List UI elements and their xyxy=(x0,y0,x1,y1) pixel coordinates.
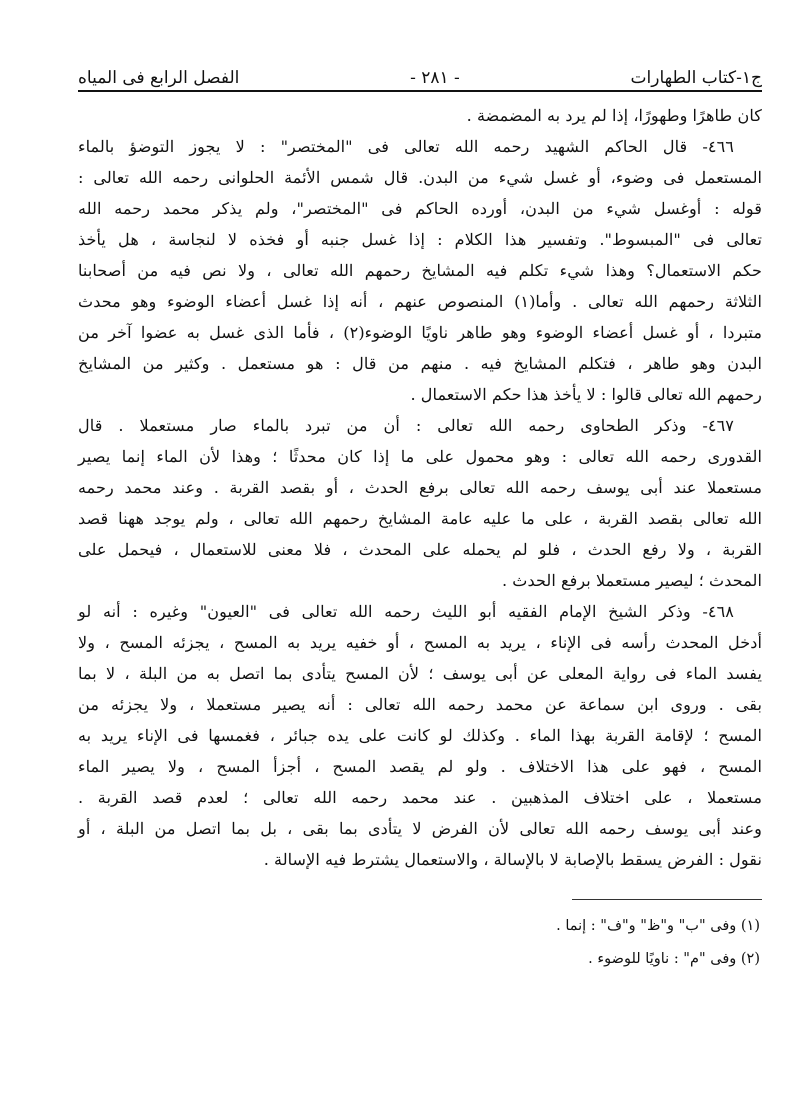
text-line: أدخل المحدث رأسه فى الإناء ، يريد به المسح ، أو خفيه يريد به المسح ، يجزئه المسح ، ولا xyxy=(78,633,762,652)
text-line: المستعمل فى وضوء، أو غسل شيء من البدن. قال شمس الأئمة الحلوانى رحمه الله تعالى : xyxy=(78,168,762,187)
running-header xyxy=(78,58,762,92)
text-line: مستعملا عند أبى يوسف رحمه الله تعالى برفع الحدث ، أو بقصد القربة . وعند محمد رحمه xyxy=(78,478,762,497)
footnotes xyxy=(78,910,762,976)
text-line: الثلاثة رحمهم الله تعالى . وأما(١) المنصوص عنهم ، أنه إذا غسل أعضاء الوضوء وهو محدث xyxy=(78,292,762,311)
header-book-title: ج١-كتاب الطهارات xyxy=(630,68,762,88)
text-line: المحدث ؛ ليصير مستعملا برفع الحدث . xyxy=(501,571,762,590)
paragraph xyxy=(78,100,762,131)
text-line: الله تعالى بقصد القربة ، على ما عليه عامة المشايخ رحمهم الله تعالى ، ولم يوجد ههنا قصد xyxy=(78,509,762,528)
footnote: (٢) وفى "م" : ناويًا للوضوء . xyxy=(588,951,760,967)
text-line: وعند أبى يوسف رحمه الله تعالى لأن الفرض لا يتأدى بما بقى ، بل بما اتصل من البلة ، أو xyxy=(78,819,762,838)
text-line: مستعملا ، على اختلاف المذهبين . عند محمد رحمه الله تعالى ؛ لعدم قصد القربة . xyxy=(78,788,762,807)
text-line: قوله : أوغسل شيء من البدن، أورده الحاكم فى "المختصر"، ولم يذكر محمد رحمه الله xyxy=(78,199,762,218)
text-line: ٤٦٧- وذكر الطحاوى رحمه الله تعالى : أن من تبرد بالماء صار مستعملا . قال xyxy=(78,416,734,435)
text-line: بقى . وروى ابن سماعة عن محمد رحمه الله تعالى : أنه يصير مستعملا ، ولا يجزئه من xyxy=(78,695,762,714)
text-line: كان طاهرًا وطهورًا، إذا لم يرد به المضمضة . xyxy=(466,106,762,125)
text-line: المسح ؛ لإقامة القربة بهذا الماء . وكذلك لو كانت على يده جبائر ، فغمسها فى الإناء يريد به xyxy=(78,726,762,745)
paragraph xyxy=(78,596,762,875)
header-chapter-title: الفصل الرابع فى المياه xyxy=(78,68,240,88)
text-line: تعالى فى "المبسوط". وتفسير هذا الكلام : إذا غسل جنبه أو فخذه لا لنجاسة ، هل يأخذ xyxy=(78,230,762,249)
page-number: - ٢٨١ - xyxy=(410,68,460,88)
text-line: متبردا ، أو غسل أعضاء الوضوء وهو طاهر ناويًا الوضوء(٢) ، فأما الذى غسل به عضوا آخر من xyxy=(78,323,762,342)
text-line: ٤٦٨- وذكر الشيخ الإمام الفقيه أبو الليث رحمه الله تعالى فى "العيون" وغيره : أنه لو xyxy=(78,602,734,621)
text-line: القدورى رحمه الله تعالى : وهو محمول على ما إذا كان محدثًا ؛ وهذا لأن الماء إنما يصير xyxy=(78,447,762,466)
text-line: نقول : الفرض يسقط بالإصابة لا بالإسالة ، والاستعمال يشترط فيه الإسالة . xyxy=(263,850,762,869)
text-line: حكم الاستعمال؟ وهذا شيء تكلم فيه المشايخ رحمهم الله تعالى ، ولا نص فيه من أصحابنا xyxy=(78,261,762,280)
paragraph xyxy=(78,131,762,410)
text-line: رحمهم الله تعالى قالوا : لا يأخذ هذا حكم الاستعمال . xyxy=(410,385,762,404)
text-line: البدن وهو طاهر ، فتكلم المشايخ فيه . منهم من قال : هو مستعمل . وكثير من المشايخ xyxy=(78,354,762,373)
paragraph xyxy=(78,410,762,596)
text-line: القربة ، ولا رفع الحدث ، فلو لم يحمله على المحدث ، فلا معنى للاستعمال ، فيحمل على xyxy=(78,540,762,559)
main-text xyxy=(78,100,762,875)
text-line: يفسد الماء فى رواية المعلى عن أبى يوسف ؛ لأن المسح يتأدى بما اتصل به من البلة ، لا بما xyxy=(78,664,762,683)
footnote-divider xyxy=(572,899,762,900)
book-page xyxy=(78,58,762,976)
text-line: المسح ، فهو على هذا الاختلاف . ولو لم يقصد المسح ، أجزأ المسح ، ولا يصير الماء xyxy=(78,757,762,776)
text-line: ٤٦٦- قال الحاكم الشهيد رحمه الله تعالى فى "المختصر" : لا يجوز التوضؤ بالماء xyxy=(78,137,734,156)
footnote: (١) وفى "ب" و"ظ" و"ف" : إنما . xyxy=(556,918,760,934)
